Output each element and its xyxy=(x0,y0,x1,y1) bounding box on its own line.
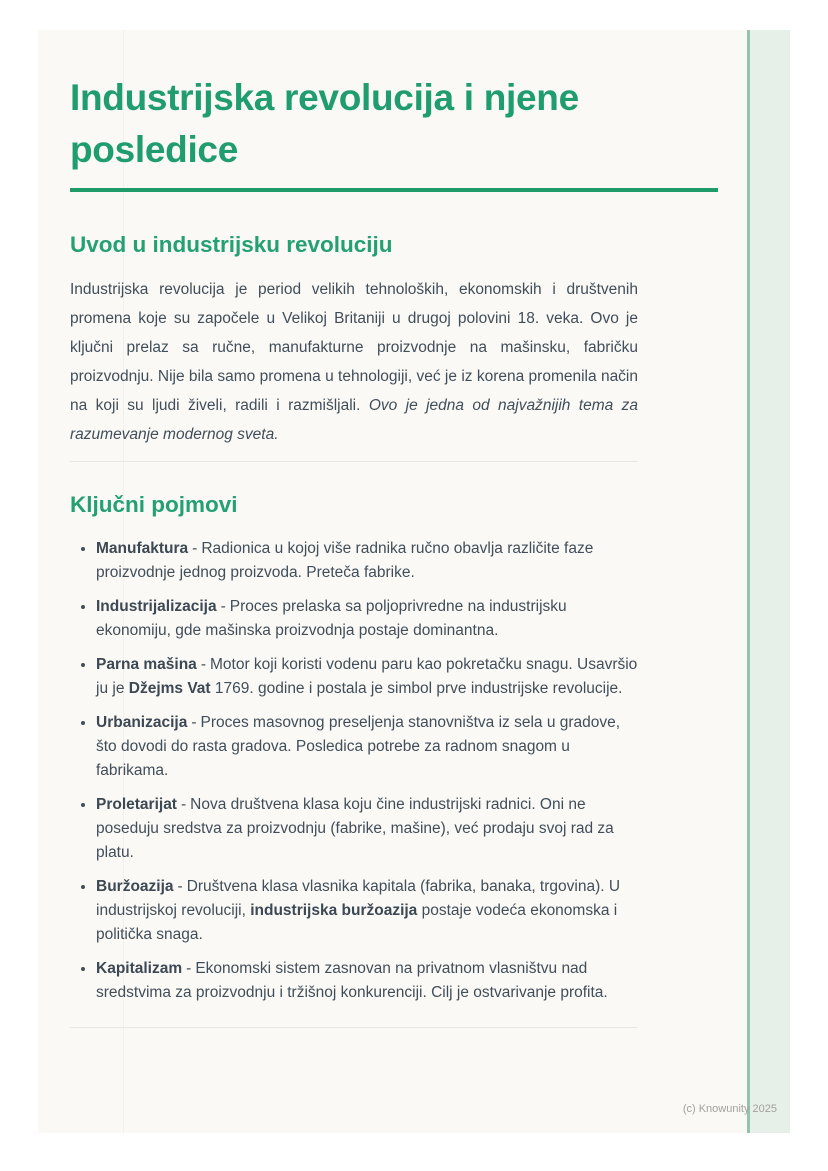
term-label: Buržoazija xyxy=(96,878,174,895)
page-content xyxy=(70,30,720,1028)
page-title: Industrijska revolucija i njene posledice xyxy=(70,77,579,170)
bottom-divider xyxy=(70,1027,638,1028)
term-label: Parna mašina xyxy=(96,656,197,673)
term-label: Manufaktura xyxy=(96,540,189,557)
intro-paragraph xyxy=(70,275,638,449)
term-definition-after: 1769. godine i postala je simbol prve industrijske revolucije. xyxy=(210,680,623,697)
term-inline-bold: Džejms Vat xyxy=(128,680,211,697)
term-separator: - xyxy=(177,878,183,895)
key-term-item-burzoazija xyxy=(96,875,644,947)
key-terms-list xyxy=(70,537,644,1005)
section-heading-key-terms: Ključni pojmovi xyxy=(70,492,238,517)
term-separator: - xyxy=(192,540,198,557)
term-definition: Radionica u kojoj više radnika ručno obavlja različite faze proizvodnje jednog proizvoda. Preteča fabrike. xyxy=(96,540,594,581)
key-term-item-industrijalizacija xyxy=(96,595,644,643)
term-inline-bold: industrijska buržoazija xyxy=(250,902,418,919)
term-separator: - xyxy=(180,796,187,813)
title-rule xyxy=(70,188,718,192)
term-definition: Motor koji koristi vodenu paru kao pokretačku snagu. Usavršio ju je xyxy=(96,656,638,697)
term-separator: - xyxy=(186,960,192,977)
term-separator: - xyxy=(191,714,197,731)
term-definition: Nova društvena klasa koju čine industrijski radnici. Oni ne poseduju sredstva za proizvodnju (fabrike, mašine), već prodaju svoj rad za platu. xyxy=(96,796,614,861)
term-definition: Ekonomski sistem zasnovan na privatnom vlasništvu nad sredstvima za proizvodnju i tržišnoj konkurenciji. Cilj je ostvarivanje profita. xyxy=(96,960,608,1001)
section-heading-intro: Uvod u industrijsku revoluciju xyxy=(70,232,393,257)
term-label: Urbanizacija xyxy=(96,714,188,731)
term-label: Industrijalizacija xyxy=(96,598,217,615)
page-side-stripe xyxy=(747,30,790,1133)
term-definition: Proces masovnog preseljenja stanovništva iz sela u gradove, što dovodi do rasta gradova. Posledica potrebe za radnom snagom u fabrikama. xyxy=(96,714,621,779)
term-separator: - xyxy=(200,656,206,673)
term-definition: Društvena klasa vlasnika kapitala (fabrika, banaka, trgovina). U industrijskoj revoluciji, xyxy=(96,878,621,919)
key-term-item-manufaktura xyxy=(96,537,644,585)
section-divider xyxy=(70,461,638,462)
key-term-item-proletarijat xyxy=(96,793,644,865)
key-term-item-kapitalizam xyxy=(96,957,644,1005)
key-term-item-urbanizacija xyxy=(96,711,644,783)
term-definition: Proces prelaska sa poljoprivredne na industrijsku ekonomiju, gde mašinska proizvodnja postaje dominantna. xyxy=(96,598,567,639)
key-term-item-parna-masina xyxy=(96,653,644,701)
intro-italic-note: Ovo je jedna od najvažnijih tema za razumevanje modernog sveta. xyxy=(70,397,638,443)
term-label: Kapitalizam xyxy=(96,960,183,977)
document-page xyxy=(38,30,790,1133)
term-label: Proletarijat xyxy=(96,796,177,813)
footer-credit: (c) Knowunity 2025 xyxy=(682,1103,777,1115)
term-definition-after: postaje vodeća ekonomska i politička snaga. xyxy=(96,902,618,943)
term-separator: - xyxy=(220,598,226,615)
intro-text: Industrijska revolucija je period velikih tehnoloških, ekonomskih i društvenih promena koje su započele u Velikoj Britaniji u drugoj polovini 18. veka. Ovo je ključni prelaz sa ručne, manufakturne proizvodnje na mašinsku, fabričku proizvodnju. Nije bila samo promena u tehnologiji, već je iz korena promenila način na koji su ljudi živeli, radili i razmišljali. xyxy=(70,281,638,414)
